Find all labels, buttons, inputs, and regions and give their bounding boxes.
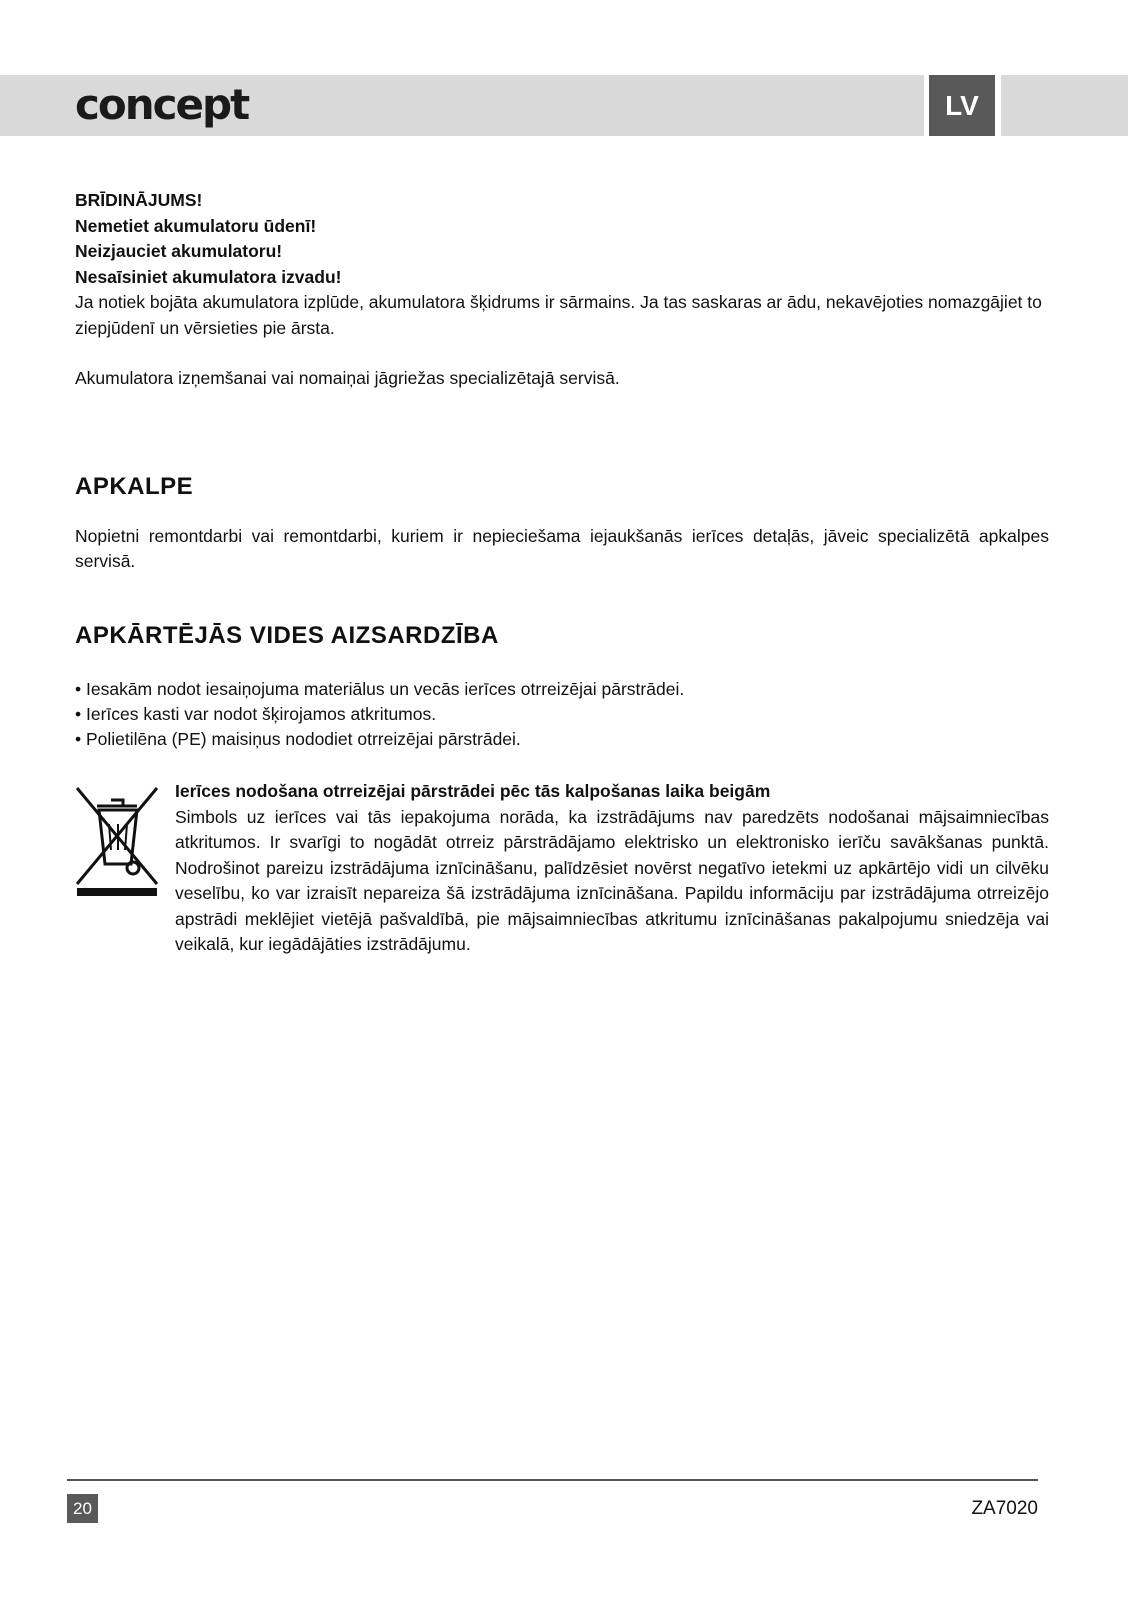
warning-line: Neizjauciet akumulatoru! [75, 241, 283, 261]
list-item: • Iesakām nodot iesaiņojuma materiālus un vecās ierīces otrreizējai pārstrādei. [75, 679, 685, 699]
service-heading: APKALPE [75, 473, 194, 500]
weee-title: Ierīces nodošana otrreizējai pārstrādei pēc tās kalpošanas laika beigām [175, 781, 771, 801]
crossed-out-wheelie-bin-icon [75, 786, 159, 898]
page-number: 20 [67, 1494, 98, 1523]
weee-description: Simbols uz ierīces vai tās iepakojuma norāda, ka izstrādājums nav paredzēts nodošanai mājsaimniecības atkritumos. Ir svarīgi to nogādāt otrreiz pārstrādājamo elektrisko un elektronisko ierīču savākšanas punktā. Nodrošinot pareizu izstrādājuma iznīcināšanu, palīdzēsiet novērst negatīvo ietekmi uz apkārtējo vidi un cilvēku veselību, ko var izraisīt nepareiza šā izstrādājuma iznīcināšana. Papildu informāciju par izstrādājuma otrreizējo apstrādi meklējiet vietējā pašvaldībā, pie mājsaimniecības atkritumu iznīcināšanas pakalpojumu sniedzēja vai veikalā, kur iegādājāties izstrādājumu. [175, 806, 1049, 954]
footer-divider [67, 1479, 1038, 1481]
environment-bullet-list [75, 677, 1049, 752]
service-text: Nopietni remontdarbi vai remontdarbi, kuriem ir nepieciešama iejaukšanās ierīces detaļās, jāveic specializētā apkalpes servisā. [75, 526, 1049, 571]
list-item: • Polietilēna (PE) maisiņus nododiet otrreizējai pārstrādei. [75, 729, 521, 749]
warning-line: Nemetiet akumulatoru ūdenī! [75, 215, 317, 236]
weee-section [175, 779, 1049, 958]
language-badge: LV [929, 75, 995, 136]
environment-heading: APKĀRTĒJĀS VIDES AIZSARDZĪBA [75, 622, 499, 649]
model-number: ZA7020 [971, 1498, 1038, 1519]
list-item: • Ierīces kasti var nodot šķirojamos atkritumos. [75, 704, 437, 724]
battery-service-note: Akumulatora izņemšanai vai nomaiņai jāgriežas specializētajā servisā. [75, 368, 620, 388]
brand-logo: concept [75, 80, 249, 129]
warning-paragraph: Ja notiek bojāta akumulatora izplūde, akumulatora šķidrums ir sārmains. Ja tas saskaras ar ādu, nekavējoties nomazgājiet to ziepjūdenī un vērsieties pie ārsta. [75, 292, 1042, 338]
warning-section [75, 188, 1049, 392]
warning-line: Nesaīsiniet akumulatora izvadu! [75, 266, 342, 287]
header-separator [995, 75, 1001, 136]
warning-title: BRĪDINĀJUMS! [75, 190, 203, 210]
